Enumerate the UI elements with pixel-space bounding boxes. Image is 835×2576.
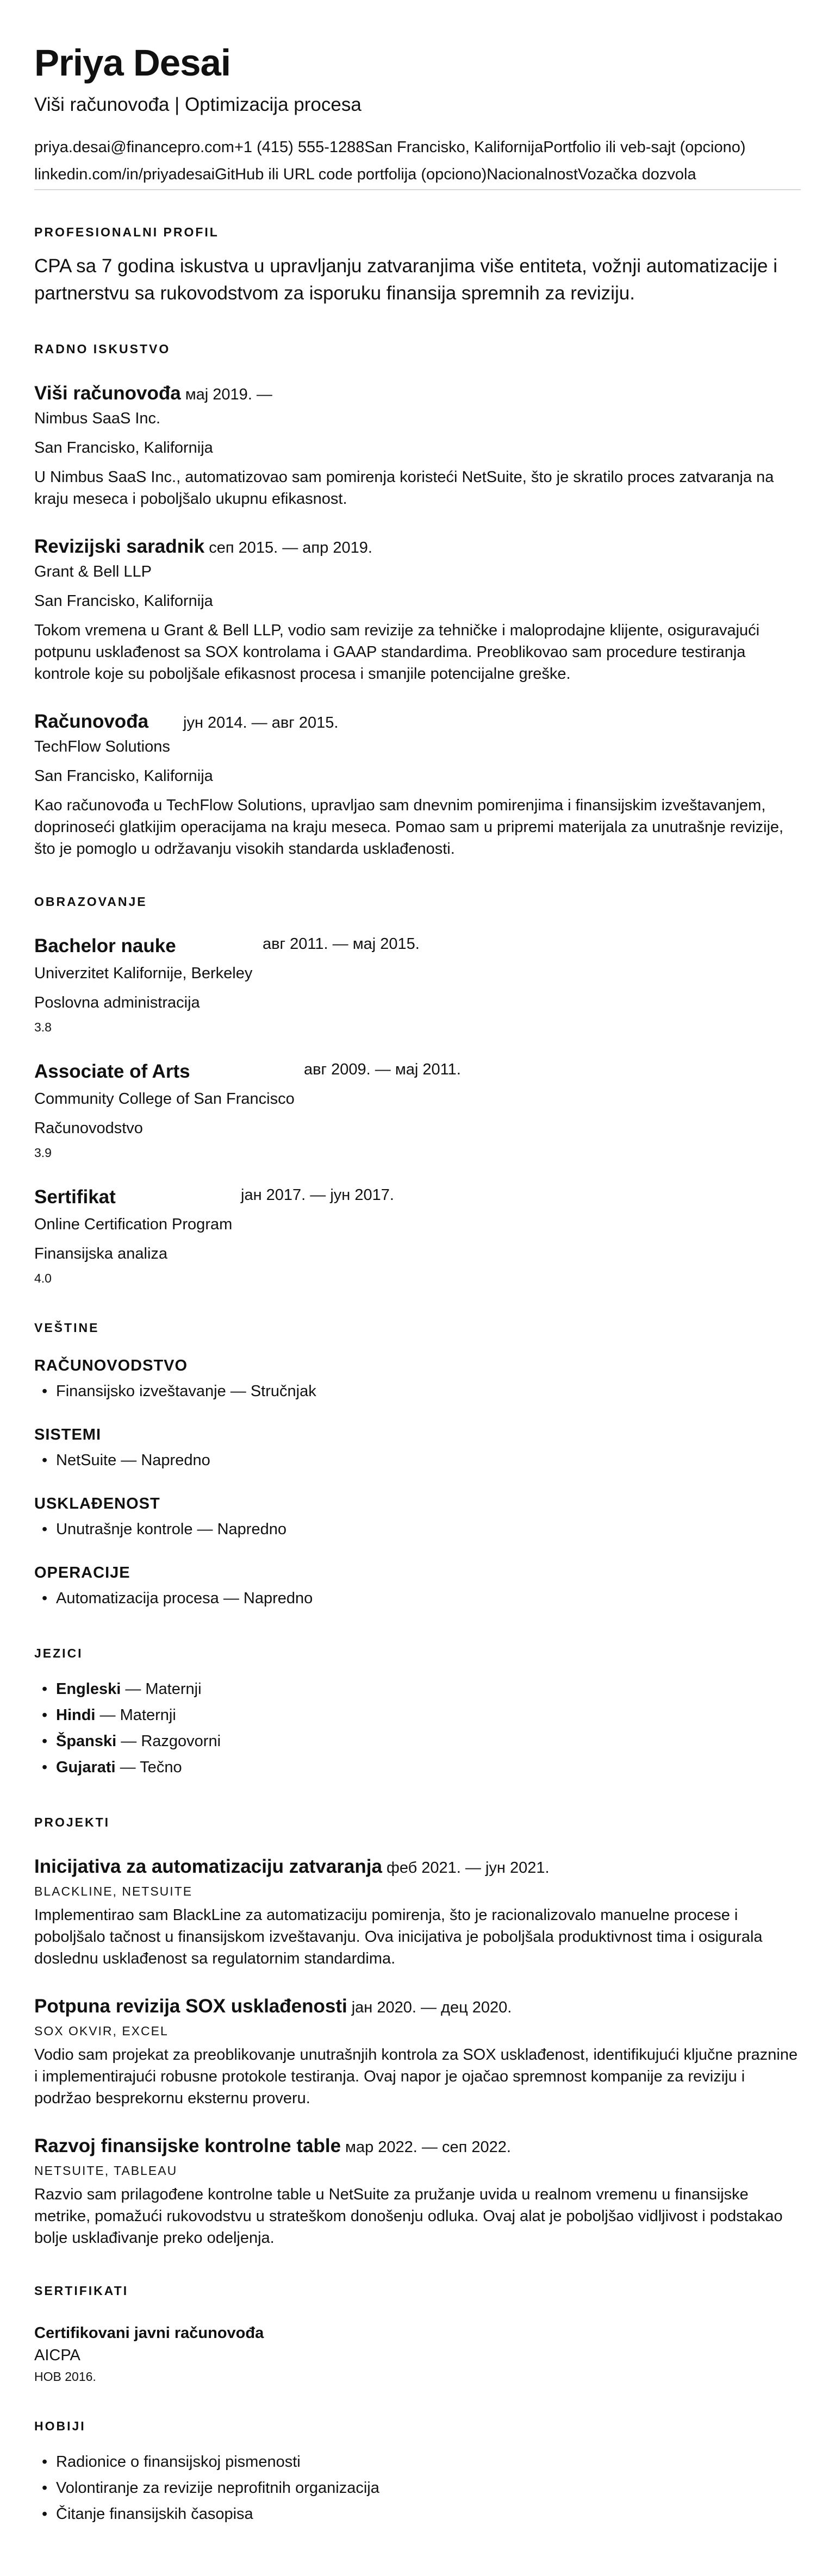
- section-title: SERTIFIKATI: [34, 2283, 129, 2298]
- school-name: Online Certification Program: [34, 1215, 233, 1233]
- skill-group: [34, 1495, 801, 1542]
- skill-category: OPERACIJE: [34, 1564, 130, 1581]
- candidate-headline: Viši računovođa | Optimizacija procesa: [34, 93, 362, 115]
- language-level: — Maternji: [121, 1680, 202, 1698]
- project-entry: [34, 2135, 801, 2249]
- contact-email[interactable]: priya.desai@financepro.com: [34, 138, 234, 156]
- skill-item: • Automatizacija procesa — Napredno: [34, 1585, 801, 1611]
- contact-phone[interactable]: +1 (415) 555-1288: [234, 138, 365, 156]
- certificate-issuer: AICPA: [34, 2346, 80, 2364]
- field-of-study: Poslovna administracija: [34, 993, 200, 1011]
- skill-group: [34, 1357, 801, 1404]
- project-tools: BLACKLINE, NETSUITE: [34, 1884, 193, 1898]
- project-name: Razvoj finansijske kontrolne table: [34, 2135, 341, 2156]
- skill-item: • Unutrašnje kontrole — Napredno: [34, 1516, 801, 1542]
- candidate-name: Priya Desai: [34, 42, 231, 84]
- gpa: 3.9: [34, 1145, 52, 1160]
- contact-portfolio[interactable]: Portfolio ili veb-sajt (opciono): [543, 138, 746, 156]
- school-name: Community College of San Francisco: [34, 1090, 295, 1108]
- certificate-date: НОВ 2016.: [34, 2369, 96, 2384]
- job-dates: јун 2014. — авг 2015.: [183, 714, 339, 731]
- job-location: San Francisko, Kalifornija: [34, 767, 213, 785]
- project-description: Vodio sam projekat za preoblikovanje unutrašnjih kontrola za SOX usklađenost, identifikujući ključne praznine i implementirajući robusne protokole testiranja. Ovaj napor je ojačao spremnost kompanije za reviziju i podržao besprekornu eksternu proveru.: [34, 2046, 798, 2107]
- language-level: — Razgovorni: [116, 1732, 221, 1750]
- project-dates: феб 2021. — јун 2021.: [386, 1859, 550, 1877]
- section-title: OBRAZOVANJE: [34, 894, 147, 909]
- hobby-item: • Radionice o finansijskoj pismenosti: [34, 2449, 801, 2475]
- language-item: [34, 1676, 801, 1702]
- contact-drivers-license: Vozačka dozvola: [577, 165, 696, 183]
- skill-category: RAČUNOVODSTVO: [34, 1356, 188, 1374]
- profile-summary: CPA sa 7 godina iskustva u upravljanju zatvaranjima više entiteta, vožnji automatizacije i partnerstvu sa rukovodstvom za isporuku finansija spremnih za reviziju.: [34, 255, 777, 304]
- section-title: VEŠTINE: [34, 1320, 99, 1335]
- project-entry: [34, 1996, 801, 2109]
- section-title: RADNO ISKUSTVO: [34, 341, 171, 356]
- project-name: Potpuna revizija SOX usklađenosti: [34, 1995, 347, 2017]
- job-dates: сеп 2015. — апр 2019.: [209, 539, 372, 557]
- education-dates: авг 2009. — мај 2011.: [304, 1060, 461, 1078]
- language-name: Španski: [56, 1732, 117, 1750]
- hobbies-section: [34, 2419, 801, 2527]
- contact-info: [34, 134, 801, 190]
- experience-section: [34, 342, 801, 860]
- skill-group: [34, 1426, 801, 1473]
- language-item: [34, 1728, 801, 1754]
- skill-category: USKLAĐENOST: [34, 1495, 160, 1512]
- degree-title: Associate of Arts: [34, 1060, 190, 1082]
- section-title: JEZICI: [34, 1646, 83, 1660]
- language-level: — Maternji: [95, 1706, 176, 1724]
- job-description: U Nimbus SaaS Inc., automatizovao sam pomirenja koristeći NetSuite, što je skratilo proces zatvaranja na kraju meseca i poboljšalo ukupnu efikasnost.: [34, 468, 774, 508]
- degree-title: Sertifikat: [34, 1186, 116, 1208]
- education-dates: јан 2017. — јун 2017.: [241, 1186, 394, 1204]
- contact-linkedin[interactable]: linkedin.com/in/priyadesai: [34, 165, 215, 183]
- job-title: Računovođa: [34, 710, 149, 732]
- education-entry: [34, 1061, 801, 1160]
- job-title: Revizijski saradnik: [34, 535, 205, 557]
- language-name: Hindi: [56, 1706, 96, 1724]
- project-description: Razvio sam prilagođene kontrolne table u NetSuite za pružanje uvida u realnom vremenu u finansijske metrike, pomažući rukovodstvu u strateškom donošenju odluka. Ovaj alat je poboljšao vidljivost i podstakao bolje usklađivanje preko odeljenja.: [34, 2185, 783, 2247]
- gpa: 3.8: [34, 1020, 52, 1034]
- skill-item: • Finansijsko izveštavanje — Stručnjak: [34, 1378, 801, 1404]
- project-name: Inicijativa za automatizaciju zatvaranja: [34, 1855, 382, 1877]
- project-description: Implementirao sam BlackLine za automatizaciju pomirenja, što je racionalizovalo manuelne procese i poboljšalo tačnost u finansijskom izveštavanju. Ova inicijativa je poboljšala produktivnost tima i osigurala doslednu usklađenost sa regulatornim standardima.: [34, 1906, 763, 1967]
- hobby-item: • Volontiranje za revizije neprofitnih organizacija: [34, 2475, 801, 2501]
- education-entry: [34, 935, 801, 1035]
- contact-nationality: Nacionalnost: [487, 165, 578, 183]
- job-dates: мај 2019. —: [185, 385, 272, 403]
- section-title: HOBIJI: [34, 2418, 86, 2433]
- section-title: PROJEKTI: [34, 1815, 110, 1829]
- field-of-study: Finansijska analiza: [34, 1245, 168, 1262]
- project-entry: [34, 1856, 801, 1969]
- contact-location: San Francisko, Kalifornija: [364, 138, 544, 156]
- profile-section: [34, 225, 801, 307]
- gpa: 4.0: [34, 1271, 52, 1285]
- job-description: Kao računovođa u TechFlow Solutions, upravljao sam dnevnim pomirenjima i finansijskim izveštavanjem, doprinoseći glatkijim operacijama na kraju meseca. Pomao sam u pripremi materijala za unutrašnje revizije, što je pomoglo u održavanju visokih standarda usklađenosti.: [34, 796, 784, 858]
- education-section: [34, 895, 801, 1286]
- project-dates: мар 2022. — сеп 2022.: [345, 2138, 511, 2156]
- languages-section: [34, 1646, 801, 1780]
- project-dates: јан 2020. — дец 2020.: [351, 1998, 512, 2016]
- certificate-entry: [34, 2324, 801, 2384]
- certificates-section: [34, 2284, 801, 2384]
- skills-section: [34, 1321, 801, 1611]
- skill-category: SISTEMI: [34, 1425, 102, 1443]
- skill-group: [34, 1564, 801, 1611]
- project-tools: SOX OKVIR, EXCEL: [34, 2023, 169, 2038]
- certificate-name: Certifikovani javni računovođa: [34, 2324, 264, 2342]
- job-description: Tokom vremena u Grant & Bell LLP, vodio sam revizije za tehničke i maloprodajne klijente, osiguravajući potpunu usklađenost sa SOX kontrolama i GAAP standardima. Preoblikovao sam procedure testiranja kontrole koje su poboljšale efikasnost procesa i smanjile potencijalne greške.: [34, 621, 760, 683]
- field-of-study: Računovodstvo: [34, 1119, 143, 1137]
- experience-entry: [34, 536, 801, 685]
- job-company: Grant & Bell LLP: [34, 562, 152, 580]
- language-item: [34, 1702, 801, 1728]
- experience-entry: [34, 711, 801, 860]
- job-location: San Francisko, Kalifornija: [34, 439, 213, 457]
- job-company: TechFlow Solutions: [34, 737, 170, 755]
- section-title: PROFESIONALNI PROFIL: [34, 224, 219, 239]
- contact-github[interactable]: GitHub ili URL code portfolija (opciono): [215, 165, 487, 183]
- job-title: Viši računovođa: [34, 382, 181, 404]
- language-level: — Tečno: [115, 1758, 182, 1776]
- school-name: Univerzitet Kalifornije, Berkeley: [34, 964, 253, 982]
- skill-item: • NetSuite — Napredno: [34, 1447, 801, 1473]
- job-company: Nimbus SaaS Inc.: [34, 409, 161, 427]
- hobby-item: • Čitanje finansijskih časopisa: [34, 2501, 801, 2527]
- language-name: Engleski: [56, 1680, 121, 1698]
- project-tools: NETSUITE, TABLEAU: [34, 2163, 178, 2178]
- projects-section: [34, 1815, 801, 2249]
- degree-title: Bachelor nauke: [34, 935, 176, 956]
- language-name: Gujarati: [56, 1758, 116, 1776]
- language-item: [34, 1754, 801, 1780]
- experience-entry: [34, 383, 801, 510]
- job-location: San Francisko, Kalifornija: [34, 592, 213, 610]
- education-entry: [34, 1186, 801, 1286]
- education-dates: авг 2011. — мај 2015.: [263, 935, 420, 953]
